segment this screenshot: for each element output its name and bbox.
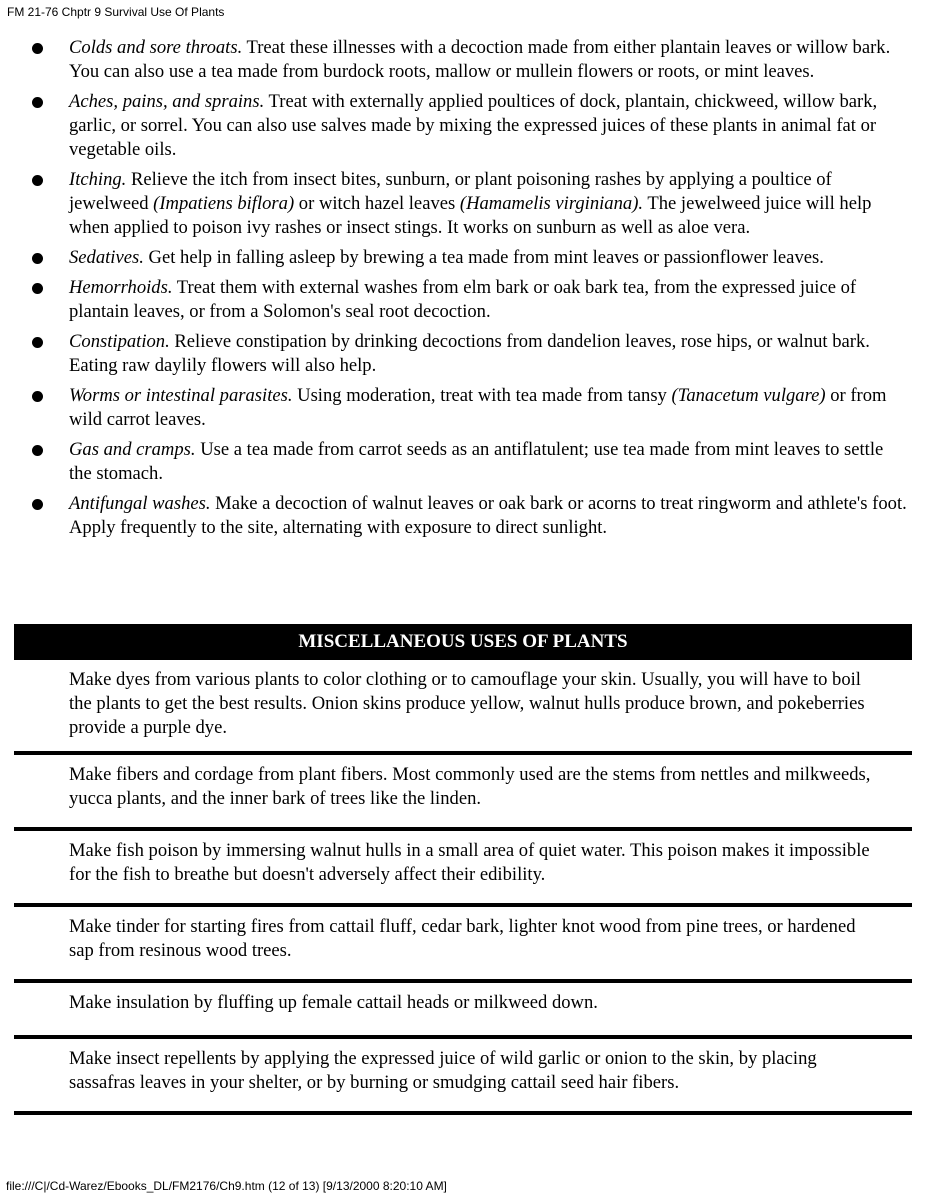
page-header: FM 21-76 Chptr 9 Survival Use Of Plants xyxy=(7,5,225,19)
bullet-icon xyxy=(32,97,43,108)
bullet-icon xyxy=(32,445,43,456)
bullet-icon xyxy=(32,391,43,402)
bullet-icon xyxy=(32,337,43,348)
bullet-icon xyxy=(32,499,43,510)
table-row: Make dyes from various plants to color clothing or to camouflage your skin. Usually, you will have to boil the plants to get the best results. Onion skins produce yellow, walnut hulls produce brown, and pokeberries provide a purple dye. xyxy=(14,660,912,755)
list-item-aches xyxy=(30,90,910,162)
item-text: Using moderation, treat with tea made from tansy xyxy=(292,385,672,406)
item-text: Get help in falling asleep by brewing a tea made from mint leaves or passionflower leaves. xyxy=(143,247,824,268)
medical-uses-list xyxy=(30,36,910,546)
list-item-hemorrhoids xyxy=(30,276,910,324)
table-row: Make tinder for starting fires from cattail fluff, cedar bark, lighter knot wood from pine trees, or hardened sap from resinous wood trees. xyxy=(14,907,912,983)
item-term: Constipation. xyxy=(69,331,170,352)
list-item-antifungal xyxy=(30,492,910,540)
item-text: or witch hazel leaves xyxy=(294,193,460,214)
bullet-icon xyxy=(32,43,43,54)
list-item-sedatives xyxy=(30,246,910,270)
scientific-name: (Tanacetum vulgare) xyxy=(671,385,826,406)
list-item-worms xyxy=(30,384,910,432)
table-row: Make insulation by fluffing up female cattail heads or milkweed down. xyxy=(14,983,912,1039)
table-row: Make insect repellents by applying the expressed juice of wild garlic or onion to the skin, by placing sassafras leaves in your shelter, or by burning or smudging cattail seed hair fibers. xyxy=(14,1039,912,1115)
table-row: Make fish poison by immersing walnut hulls in a small area of quiet water. This poison makes it impossible for the fish to breathe but doesn't adversely affect their edibility. xyxy=(14,831,912,907)
item-term: Sedatives. xyxy=(69,247,144,268)
item-text: Relieve constipation by drinking decoctions from dandelion leaves, rose hips, or walnut bark. Eating raw daylily flowers will also help. xyxy=(69,331,870,376)
item-text: Make a decoction of walnut leaves or oak bark or acorns to treat ringworm and athlete's foot. Apply frequently to the site, alternating with exposure to direct sunlight. xyxy=(69,493,907,538)
item-term: Aches, pains, and sprains. xyxy=(69,91,265,112)
page-footer: file:///C|/Cd-Warez/Ebooks_DL/FM2176/Ch9.htm (12 of 13) [9/13/2000 8:20:10 AM] xyxy=(6,1179,447,1193)
table-row: Make fibers and cordage from plant fibers. Most commonly used are the stems from nettles and milkweeds, yucca plants, and the inner bark of trees like the linden. xyxy=(14,755,912,831)
item-text: Use a tea made from carrot seeds as an antiflatulent; use tea made from mint leaves to settle the stomach. xyxy=(69,439,884,484)
misc-uses-table xyxy=(14,660,912,1115)
section-heading: MISCELLANEOUS USES OF PLANTS xyxy=(14,624,912,660)
item-term: Antifungal washes. xyxy=(69,493,211,514)
list-item-constipation xyxy=(30,330,910,378)
item-term: Gas and cramps. xyxy=(69,439,196,460)
item-term: Colds and sore throats. xyxy=(69,37,243,58)
item-text: Treat them with external washes from elm bark or oak bark tea, from the expressed juice of plantain leaves, or from a Solomon's seal root decoction. xyxy=(69,277,857,322)
bullet-icon xyxy=(32,175,43,186)
item-text: Relieve the itch from insect bites, sunburn, or plant poisoning rashes by applying a poultice of jewelweed xyxy=(69,169,832,214)
item-text: Treat with externally applied poultices of dock, plantain, chickweed, willow bark, garlic, or sorrel. You can also use salves made by mixing the expressed juices of these plants in animal fat or vegetable oils. xyxy=(69,91,878,160)
item-term: Itching. xyxy=(69,169,127,190)
item-term: Hemorrhoids. xyxy=(69,277,173,298)
item-text: The jewelweed juice will help when applied to poison ivy rashes or insect stings. It works on sunburn as well as aloe vera. xyxy=(69,193,872,238)
list-item-gas-cramps xyxy=(30,438,910,486)
scientific-name: (Hamamelis virginiana). xyxy=(459,193,644,214)
item-text: Treat these illnesses with a decoction made from either plantain leaves or willow bark. You can also use a tea made from burdock roots, mallow or mullein flowers or roots, or mint leaves. xyxy=(69,37,891,82)
bullet-icon xyxy=(32,253,43,264)
item-term: Worms or intestinal parasites. xyxy=(69,385,293,406)
scientific-name: (Impatiens biflora) xyxy=(153,193,295,214)
list-item-colds xyxy=(30,36,910,84)
list-item-itching xyxy=(30,168,910,240)
bullet-icon xyxy=(32,283,43,294)
item-text: or from wild carrot leaves. xyxy=(69,385,887,430)
